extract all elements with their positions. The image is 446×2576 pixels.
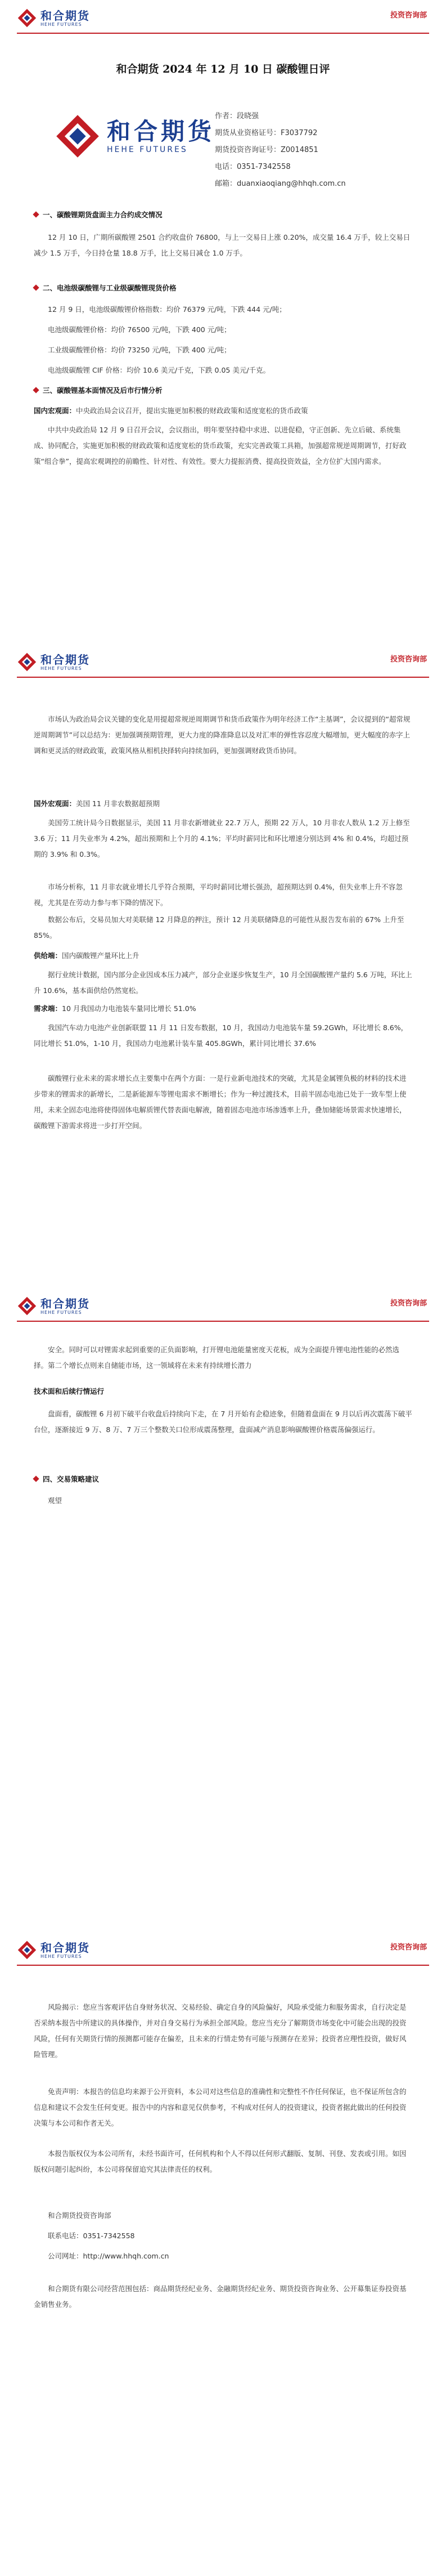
company-scope: 和合期货有限公司经营范围包括：商品期货经纪业务、金融期货经纪业务、期货投资咨询业务、公开募集证券投资基金销售业务。 <box>34 2284 407 2309</box>
header-logo <box>17 1294 90 1318</box>
page-header <box>0 1288 446 1323</box>
header-brand-en: HEHE FUTURES <box>40 21 82 27</box>
header-dept-label: 投资咨询部 <box>390 1943 427 1952</box>
header-dept-label: 投资咨询部 <box>390 1299 427 1308</box>
author-info <box>215 108 346 193</box>
page-header <box>0 644 446 679</box>
hehe-logo-icon <box>54 113 101 160</box>
domestic-macro-label: 国内宏观面： <box>34 406 76 415</box>
price-line-3: 工业级碳酸锂价格：均价 73250 元/吨，下跌 400 元/吨； <box>48 346 231 354</box>
company-website[interactable]: 公司网址：http://www.hhqh.com.cn <box>48 2252 169 2260</box>
demand-label: 需求端： <box>34 1004 62 1013</box>
foreign-macro-headline: 美国 11 月非农数据超预期 <box>76 799 160 808</box>
section-3-title: 三、碳酸锂基本面情况及后市行情分析 <box>34 385 163 395</box>
page-header <box>0 0 446 35</box>
domestic-macro <box>34 403 412 419</box>
contact-phone: 联系电话：0351-7342558 <box>48 2231 135 2240</box>
disclaimer: 免责声明：本报告的信息均来源于公开资料，本公司对这些信息的准确性和完整性不作任何保证，也不保证所包含的信息和建议不会发生任何变更。报告中的内容和意见仅供参考，不构成对任何人的投资建议，投资者据此做出的任何投资决策与本公司和作者无关。 <box>34 2087 407 2127</box>
hehe-logo-icon <box>17 8 37 28</box>
supply-text: 据行业统计数据，国内部分企业因成本压力减产，部分企业逐步恢复生产，10 月全国碳酸锂产量约 5.6 万吨，环比上升 10.6%，基本面供给仍然宽松。 <box>34 971 412 995</box>
section-4-title: 四、交易策略建议 <box>34 1474 99 1484</box>
technical-text: 盘面看，碳酸锂 6 月初下破平台收盘后持续向下走，在 7 月开始有企稳迹象，但随着盘面在 9 月以后再次震荡下破平台位，逐渐接近 9 万、8 万、7 万三个整数关口位形成震荡整理，盘面减产消息影响碳酸锂价格震荡偏强运行。 <box>34 1410 412 1434</box>
report-title: 和合期货 2024 年 12 月 10 日 碳酸锂日评 <box>116 63 330 75</box>
technical-section <box>34 1384 412 1399</box>
header-divider <box>17 1965 429 1966</box>
header-divider <box>17 1321 429 1322</box>
supply-headline: 国内碳酸锂产量环比上升 <box>62 951 139 960</box>
supply-label: 供给端： <box>34 951 62 960</box>
header-brand-en: HEHE FUTURES <box>40 1309 82 1315</box>
foreign-macro-label: 国外宏观面： <box>34 799 76 808</box>
section-2-title: 二、电池级碳酸锂与工业级碳酸锂现货价格 <box>34 283 177 293</box>
supply-side <box>34 948 412 964</box>
header-brand-cn: 和合期货 <box>40 1296 90 1311</box>
nonfarm-text: 美国劳工统计局今日数据显示，美国 11 月非农新增就业 22.7 万人，预期 22 万人，10 月非农人数从 1.2 万上修至 3.6 万；11 月失业率为 4.2%，超出预期和上个月的 4.1%；平均时薪同比和环比增速分别达到 4% 和 0.4%，均超过预期的 3.9% 和 0.3%。 <box>34 819 410 858</box>
hehe-logo-icon <box>17 1296 37 1316</box>
strategy-text: 观望 <box>48 1496 62 1505</box>
author-phone: 电话：0351-7342558 <box>215 163 291 171</box>
header-brand-cn: 和合期货 <box>40 8 90 23</box>
cover-brand-cn: 和合期货 <box>107 118 215 145</box>
hehe-logo-icon <box>17 1940 37 1960</box>
author-advisor-id: 期货投资咨询证号：Z0014851 <box>215 146 318 154</box>
demand-side <box>34 1001 412 1017</box>
author-email: 邮箱：duanxiaoqiang@hhqh.com.cn <box>215 180 346 188</box>
page-3 <box>0 1288 446 1932</box>
header-logo <box>17 1938 90 1962</box>
price-line-2: 电池级碳酸锂价格：均价 76500 元/吨，下跌 400 元/吨； <box>48 325 231 334</box>
cover-logo <box>54 113 215 160</box>
page-header <box>0 1932 446 1967</box>
price-line-1: 12 月 9 日，电池级碳酸锂价格指数：均价 76379 元/吨，下跌 444 元/吨； <box>48 305 286 314</box>
header-brand-en: HEHE FUTURES <box>40 1953 82 1959</box>
cover-brand-en: HEHE FUTURES <box>107 145 188 154</box>
author-name: 作者：段晓强 <box>215 112 259 120</box>
author-qualification: 期货从业资格证号：F3037792 <box>215 129 318 137</box>
battery-install-text: 我国汽车动力电池产业创新联盟 11 月 11 日发布数据，10 月，我国动力电池装车量 59.2GWh，环比增长 8.6%，同比增长 51.0%，1-10 月，我国动力电池累计装车量 405.8GWh，累计同比增长 37.6% <box>34 1023 408 1048</box>
header-dept-label: 投资咨询部 <box>390 655 427 664</box>
header-dept-label: 投资咨询部 <box>390 11 427 20</box>
header-brand-cn: 和合期货 <box>40 1940 90 1955</box>
copyright-notice: 本报告版权仅为本公司所有，未经书面许可，任何机构和个人不得以任何形式翻版、复制、刊登、发表或引用。如因版权问题引起纠纷，本公司将保留追究其法律责任的权利。 <box>34 2149 407 2174</box>
section-1-title: 一、碳酸锂期货盘面主力合约成交情况 <box>34 209 163 220</box>
page-2 <box>0 644 446 1288</box>
header-divider <box>17 33 429 34</box>
price-line-4: 电池级碳酸锂 CIF 价格：均价 10.6 美元/千克，下跌 0.05 美元/千克。 <box>48 366 271 374</box>
demand-outlook-text: 碳酸锂行业未来的需求增长点主要集中在两个方面：一是行业新电池技术的突破，尤其是金属锂负极的材料的技术进步带来的锂需求的新增长，二是新能源车等锂电需求不断增长；作为一种过渡技术，目前半固态电池已处于一致车型上使用，未来全固态电池将使得固体电解质锂代替表面电解液，随着固态电池市场渗透率上升，叠加储能场景需求快速增长，碳酸锂下游需求将进一步打开空间。 <box>34 1074 407 1130</box>
demand-continued-text: 安全。同时可以对锂需求起到重要的正负面影响，打开锂电池能量密度天花板，成为全面提升锂电池性能的必然选择。第二个增长点则来自储能市场，这一领域将在未来有持续增长潜力 <box>34 1345 400 1370</box>
policy-analysis-text: 市场认为政治局会议关键的变化是用提超常规逆周期调节和货币政策作为明年经济工作“主基调”，会议提到的“超常规逆周期调节”可以总结为：更加强调预期管理，更大力度的降准降息以及对汇率的弹性容忍度大幅增加，更大幅度的赤字上调和更灵活的财政政策，政策风格从相机抉择转向持续加码，更加强调财政货币协同。 <box>34 715 411 755</box>
header-logo <box>17 650 90 674</box>
header-brand-en: HEHE FUTURES <box>40 665 82 671</box>
technical-label: 技术面和后续行情运行 <box>34 1387 105 1396</box>
foreign-macro <box>34 796 412 812</box>
section-1-text: 12 月 10 日，广期所碳酸锂 2501 合约收盘价 76800，与上一交易日上涨 0.20%，成交量 16.4 万手，较上交易日减少 1.5 万手，今日持仓量 18.8 万手，比上交易日减仓 1.0 万手。 <box>34 233 411 257</box>
hehe-logo-icon <box>17 652 37 672</box>
page-1 <box>0 0 446 644</box>
page-4 <box>0 1932 446 2576</box>
header-brand-cn: 和合期货 <box>40 652 90 667</box>
dept-name: 和合期货投资咨询部 <box>48 2211 111 2220</box>
domestic-macro-headline: 中央政治局会议召开，提出实施更加积极的财政政策和适度宽松的货币政策 <box>76 406 308 415</box>
fed-cut-odds: 数据公布后，交易员加大对美联储 12 月降息的押注，预计 12 月美联储降息的可能性从报告发布前的 67% 上升至 85%。 <box>34 915 404 940</box>
domestic-macro-text: 中共中央政治局 12 月 9 日召开会议，会议指出，明年要坚持稳中求进、以进促稳，守正创新、先立后破、系统集成、协同配合，实施更加积极的财政政策和适度宽松的货币政策，充实完善政策工具箱，加强超常规逆周期调节，打好政策“组合拳”，提高宏观调控的前瞻性、针对性、有效性。要大力提振消费、提高投资效益，全方位扩大国内需求。 <box>34 426 407 466</box>
risk-disclosure: 风险揭示：您应当客观评估自身财务状况、交易经验、确定自身的风险偏好，风险承受能力和服务需求，自行决定是否采纳本报告中所建议的具体操作，并对自身交易行为承担全部风险。您应当充分了解期货市场变化中可能会出现的投资风险，任何有关期货行情的预测都可能存在偏差，且未来的行情走势有可能与预测存在差异；投资者应理性投资，做好风险管理。 <box>34 2003 407 2059</box>
demand-headline: 10 月我国动力电池装车量同比增长 51.0% <box>62 1004 196 1013</box>
header-logo <box>17 6 90 30</box>
header-divider <box>17 677 429 678</box>
nonfarm-analysis: 市场分析称，11 月非农就业增长几乎符合预期，平均时薪同比增长强劲，超预期达到 0.4%，但失业率上升不容忽视，尤其是在劳动力参与率下降的情况下。 <box>34 883 403 907</box>
